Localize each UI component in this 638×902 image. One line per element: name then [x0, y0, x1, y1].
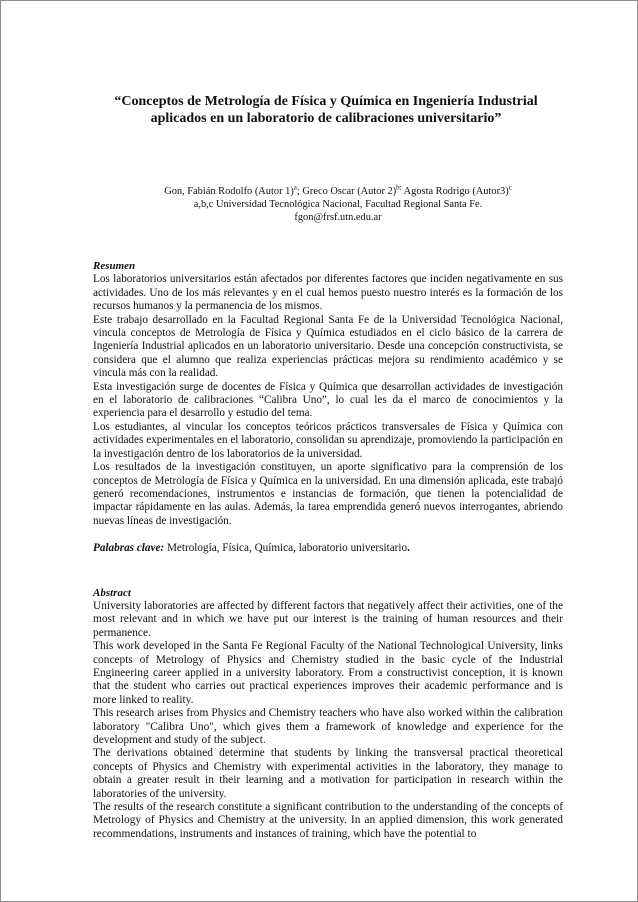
author-2: ; Greco Oscar (Autor 2)	[296, 186, 397, 197]
resumen-heading: Resumen	[93, 260, 136, 272]
author-3: Agosta Rodrigo (Autor3)	[401, 186, 509, 197]
resumen-section	[93, 260, 563, 528]
title-line-1: “Conceptos de Metrología de Física y Química en Ingeniería Industrial	[114, 94, 538, 109]
resumen-paragraph: Este trabajo desarrollado en la Facultad Regional Santa Fe de la Universidad Tecnológica Nacional, vincula conceptos de Metrología de Física y Química estudiados en el ciclo básico de la carrera de Ingeniería Industrial aplicados en un laboratorio universitario. Desde una concepción constructivista, se considera que el alumno que realiza experiencias prácticas mejora su rendimiento académico y se vincula más con la realidad.	[93, 313, 563, 380]
abstract-paragraph: This research arises from Physics and Chemistry teachers who have also worked within the calibration laboratory "Calibra Uno", which gives them a framework of knowledge and experience for the development and study of the subject.	[93, 707, 563, 746]
author-block	[113, 185, 563, 224]
email: fgon@frsf.utn.edu.ar	[294, 212, 382, 223]
keywords-label: Palabras clave:	[93, 542, 165, 555]
abstract-paragraph: This work developed in the Santa Fe Regional Faculty of the National Technological University, links concepts of Metrology of Physics and Chemistry studied in the basic cycle of the Industrial Engineering career applied in a university laboratory. From a constructivist conception, it is known that the student who carries out practical experiences improves their academic performance and is more linked to reality.	[93, 640, 563, 706]
author-1: Gon, Fabián Rodolfo (Autor 1)	[164, 186, 294, 197]
resumen-paragraph: Esta investigación surge de docentes de Física y Química que desarrollan actividades de investigación en el laboratorio de calibraciones “Calibra Uno”, lo cual les da el marco de conocimientos y la experiencia para el desarrollo y estudio del tema.	[93, 380, 563, 420]
abstract-paragraph: University laboratories are affected by different factors that negatively affect their activities, one of the most relevant and in which we have put our interest is the training of human resources and their permanence.	[93, 599, 563, 639]
resumen-paragraph: Los resultados de la investigación constituyen, un aporte significativo para la comprensión de los conceptos de Metrología de Física y Química en la universidad. En una dimensión aplicada, este trabajó generó recomendaciones, instrumentos e instancias de formación, que tienen la potencialidad de impactar rápidamente en las aulas. Además, la tarea emprendida generó nuevos interrogantes, abriendo nuevas líneas de investigación.	[93, 461, 563, 527]
resumen-paragraph: Los estudiantes, al vincular los conceptos teóricos prácticos transversales de Física y Química con actividades experimentales en el laboratorio, consolidan su aprendizaje, promoviendo la participación en la investigación dentro de los laboratorios de la universidad.	[93, 420, 563, 460]
abstract-paragraph: The derivations obtained determine that students by linking the transversal practical theoretical concepts of Physics and Chemistry with experimental activities in the laboratory, they manage to obtain a greater result in their learning and a motivation for participation in research within the laboratories of the university.	[93, 747, 563, 800]
abstract-heading: Abstract	[93, 586, 131, 599]
abstract-section	[93, 587, 563, 842]
document-page	[93, 93, 563, 841]
keywords	[93, 542, 563, 555]
title-line-2: aplicados en un laboratorio de calibraciones universitario”	[150, 111, 502, 126]
keywords-value: Metrología, Física, Química, laboratorio universitario	[164, 542, 408, 555]
affiliation: a,b,c Universidad Tecnológica Nacional, Facultad Regional Santa Fe.	[193, 199, 483, 210]
author-2-sup: b;	[396, 183, 402, 192]
abstract-paragraph: The results of the research constitute a significant contribution to the understanding of the concepts of Metrology of Physics and Chemistry at the university. In an applied dimension, this work generated recommendations, instruments and instances of training, which have the potential to	[93, 801, 563, 840]
resumen-paragraph: Los laboratorios universitarios están afectados por diferentes factores que inciden negativamente en sus actividades. Uno de los más relevantes y en el cual hemos puesto nuestro interés es la formación de los recursos humanos y la permanencia de los mismos.	[93, 273, 563, 313]
author-3-sup: c	[508, 183, 512, 192]
author-1-sup: a	[293, 183, 297, 192]
keywords-end: .	[407, 542, 410, 555]
paper-title	[83, 93, 569, 127]
author-line	[113, 185, 563, 198]
